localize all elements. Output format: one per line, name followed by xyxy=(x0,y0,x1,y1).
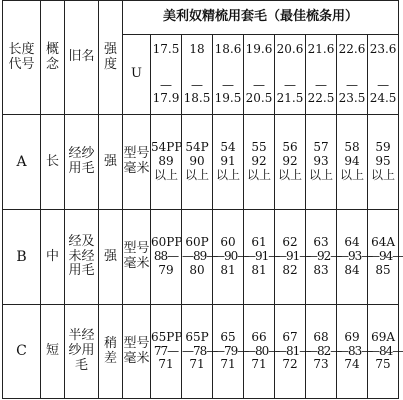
cell-type: 64 xyxy=(344,235,360,250)
cell-type: 58 xyxy=(344,140,360,155)
data-cell xyxy=(244,115,275,210)
cell-mm: —91— xyxy=(275,249,311,264)
row-oldname-line: 未经 xyxy=(68,248,95,264)
range-spacer xyxy=(182,57,212,79)
range-bottom: 17.9 xyxy=(152,91,180,106)
row-oldname xyxy=(65,305,99,399)
cell-mm-low: 83 xyxy=(313,262,329,277)
row-strength-text: 稍差 xyxy=(103,335,117,366)
row-unit-line: 毫米 xyxy=(123,256,150,271)
cell-note: 以上 xyxy=(308,167,333,182)
cell-type: 62 xyxy=(282,235,298,250)
row-oldname-line: 经纱 xyxy=(68,146,95,162)
row-code: B xyxy=(3,210,41,305)
data-cell xyxy=(182,305,218,399)
row-oldname-line: 毛 xyxy=(74,357,88,373)
range-spacer xyxy=(275,57,305,79)
row-code: C xyxy=(3,305,41,399)
col-header-concept xyxy=(41,1,65,115)
header-row xyxy=(3,1,399,35)
cell-mm-low: 71 xyxy=(251,357,267,372)
range-bottom: 23.5 xyxy=(338,91,366,106)
range-top: 20.6 xyxy=(276,41,304,56)
range-cell xyxy=(337,35,368,115)
range-bottom: 24.5 xyxy=(369,91,397,106)
range-dash: — xyxy=(315,77,327,92)
data-cell xyxy=(182,115,213,210)
row-unit-line: 型号 xyxy=(123,241,150,257)
col-header-oldname: 旧名 xyxy=(65,1,99,115)
data-cell xyxy=(337,115,368,210)
cell-type: 60PP xyxy=(151,235,183,250)
cell-type: 65P xyxy=(185,329,209,344)
range-cell xyxy=(182,35,213,115)
cell-mm-low: 81 xyxy=(251,262,267,277)
cell-mm: 95 xyxy=(375,154,391,169)
cell-mm-low: 85 xyxy=(375,262,391,277)
data-cell xyxy=(306,305,342,399)
cell-mm: 77— xyxy=(153,343,179,358)
cell-mm: —84— xyxy=(368,343,403,358)
cell-mm: 94 xyxy=(344,154,360,169)
cell-note: 以上 xyxy=(277,167,302,182)
cell-mm: —92— xyxy=(306,249,342,264)
cell-type: 54 xyxy=(220,140,236,155)
range-cell xyxy=(368,35,399,115)
table-row xyxy=(3,210,399,305)
row-oldname-line: 用毛 xyxy=(68,161,95,176)
cell-note: 以上 xyxy=(215,167,240,182)
cell-mm-low: 84 xyxy=(344,262,360,277)
cell-mm: 88— xyxy=(153,249,179,264)
row-oldname-line: 经及 xyxy=(68,233,95,249)
cell-mm: —94— xyxy=(368,249,403,264)
range-bottom: 18.5 xyxy=(183,91,211,106)
cell-mm: 92 xyxy=(282,154,298,169)
data-cell xyxy=(244,305,280,399)
row-unit-line: 毫米 xyxy=(123,161,150,176)
range-spacer xyxy=(306,57,336,79)
cell-mm-low: 75 xyxy=(375,357,391,372)
range-cell xyxy=(306,35,337,115)
data-cell xyxy=(275,210,311,305)
cell-mm: 90 xyxy=(189,154,205,169)
table-row xyxy=(3,115,399,210)
cell-type: 64A xyxy=(371,235,396,250)
row-unit-line: 型号 xyxy=(123,146,150,162)
range-top: 17.5 xyxy=(152,41,180,56)
cell-note: 以上 xyxy=(184,167,209,182)
row-unit-line: 毫米 xyxy=(123,350,150,366)
range-dash: — xyxy=(346,77,358,92)
range-dash: — xyxy=(284,77,296,92)
cell-type: 63 xyxy=(313,235,329,250)
range-dash: — xyxy=(160,77,172,92)
col-header-code-line2: 代号 xyxy=(8,56,35,72)
row-strength: 强 xyxy=(99,210,123,305)
data-cell xyxy=(213,305,249,399)
range-spacer xyxy=(244,57,274,79)
range-top: 21.6 xyxy=(307,41,335,56)
data-cell xyxy=(182,210,218,305)
cell-mm: —91— xyxy=(244,249,280,264)
cell-mm-low: 71 xyxy=(158,357,174,372)
cell-mm: —82— xyxy=(306,343,342,358)
range-bottom: 21.5 xyxy=(276,91,304,106)
cell-mm-low: 81 xyxy=(220,262,236,277)
range-spacer xyxy=(151,57,181,79)
cell-mm: —81— xyxy=(275,343,311,358)
range-dash: — xyxy=(222,77,234,92)
row-oldname-line: 纱用 xyxy=(68,343,95,359)
cell-mm-low: 80 xyxy=(189,262,205,277)
range-top: 19.6 xyxy=(245,41,273,56)
row-unit-line: 型号 xyxy=(123,335,150,351)
row-unit-label xyxy=(123,305,151,399)
data-cell xyxy=(337,210,373,305)
row-strength xyxy=(99,305,123,399)
range-bottom: 20.5 xyxy=(245,91,273,106)
row-oldname xyxy=(65,115,99,210)
cell-mm-low: 82 xyxy=(282,262,298,277)
cell-type: 54PP xyxy=(151,140,183,155)
range-dash: — xyxy=(191,77,203,92)
range-bottom: 19.5 xyxy=(214,91,242,106)
data-cell xyxy=(213,210,249,305)
cell-type: 61 xyxy=(251,235,267,250)
cell-mm: —93— xyxy=(337,249,373,264)
row-strength: 强 xyxy=(99,115,123,210)
cell-note: 以上 xyxy=(371,167,396,182)
row-unit-label xyxy=(123,210,151,305)
cell-note: 以上 xyxy=(153,167,178,182)
cell-type: 67 xyxy=(282,329,298,344)
cell-note: 以上 xyxy=(339,167,364,182)
cell-type: 66 xyxy=(251,329,267,344)
data-cell xyxy=(368,305,403,399)
cell-mm: —80— xyxy=(244,343,280,358)
cell-type: 65 xyxy=(220,329,236,344)
cell-mm-low: 73 xyxy=(313,357,329,372)
cell-type: 68 xyxy=(313,329,329,344)
wool-grade-table xyxy=(2,0,403,399)
cell-type: 57 xyxy=(313,140,329,155)
cell-type: 55 xyxy=(251,140,267,155)
cell-mm-low: 79 xyxy=(158,262,174,277)
range-spacer xyxy=(337,57,367,79)
cell-mm-low: 71 xyxy=(220,357,236,372)
col-header-code xyxy=(3,1,41,115)
range-cell xyxy=(151,35,182,115)
range-dash: — xyxy=(253,77,265,92)
cell-mm: 91 xyxy=(220,154,236,169)
cell-mm: 92 xyxy=(251,154,267,169)
data-cell xyxy=(368,210,403,305)
col-header-concept-line1: 概 xyxy=(45,41,59,57)
data-cell xyxy=(151,210,182,305)
col-header-strength xyxy=(99,1,123,115)
unit-label: U xyxy=(123,35,151,115)
row-concept: 中 xyxy=(41,210,65,305)
cell-mm-low: 72 xyxy=(282,357,298,372)
data-cell xyxy=(337,305,373,399)
row-concept: 长 xyxy=(41,115,65,210)
cell-mm-low: 74 xyxy=(344,357,360,372)
cell-type: 69A xyxy=(371,329,396,344)
col-header-code-line1: 长度 xyxy=(8,41,35,57)
cell-mm: 89 xyxy=(158,154,174,169)
row-unit-label xyxy=(123,115,151,210)
range-cell xyxy=(244,35,275,115)
row-code: A xyxy=(3,115,41,210)
cell-mm: —78— xyxy=(182,343,218,358)
data-cell xyxy=(306,115,337,210)
cell-type: 69 xyxy=(344,329,360,344)
range-cell xyxy=(213,35,244,115)
row-oldname xyxy=(65,210,99,305)
group-title: 美利奴精梳用套毛（最佳梳条用） xyxy=(123,1,399,35)
cell-type: 59 xyxy=(375,140,391,155)
cell-type: 54P xyxy=(185,140,209,155)
cell-type: 60P xyxy=(185,235,209,250)
data-cell xyxy=(244,210,280,305)
data-cell xyxy=(306,210,342,305)
col-header-concept-line2: 念 xyxy=(45,56,59,72)
col-header-strength-line2: 度 xyxy=(103,56,117,72)
cell-note: 以上 xyxy=(246,167,271,182)
cell-type: 65PP xyxy=(151,329,183,344)
table-row xyxy=(3,305,399,399)
data-cell xyxy=(368,115,399,210)
cell-mm-low: 71 xyxy=(189,357,205,372)
cell-mm: —90— xyxy=(213,249,249,264)
cell-mm: —79— xyxy=(213,343,249,358)
range-top: 22.6 xyxy=(338,41,366,56)
data-cell xyxy=(151,115,182,210)
data-cell xyxy=(213,115,244,210)
row-oldname-line: 半经 xyxy=(68,328,95,344)
range-top: 23.6 xyxy=(369,41,397,56)
cell-mm: —89— xyxy=(182,249,218,264)
data-cell xyxy=(275,115,306,210)
range-spacer xyxy=(368,57,398,79)
range-top: 18.6 xyxy=(214,41,242,56)
row-concept: 短 xyxy=(41,305,65,399)
range-cell xyxy=(275,35,306,115)
cell-type: 56 xyxy=(282,140,298,155)
cell-type: 60 xyxy=(220,235,236,250)
range-top: 18 xyxy=(189,41,205,56)
col-header-strength-line1: 强 xyxy=(103,41,117,57)
range-dash: — xyxy=(377,77,390,92)
row-oldname-line: 用毛 xyxy=(68,263,95,279)
cell-mm: —83— xyxy=(337,343,373,358)
data-cell xyxy=(275,305,311,399)
data-cell xyxy=(151,305,182,399)
cell-mm: 93 xyxy=(313,154,329,169)
range-bottom: 22.5 xyxy=(307,91,335,106)
range-spacer xyxy=(213,57,243,79)
